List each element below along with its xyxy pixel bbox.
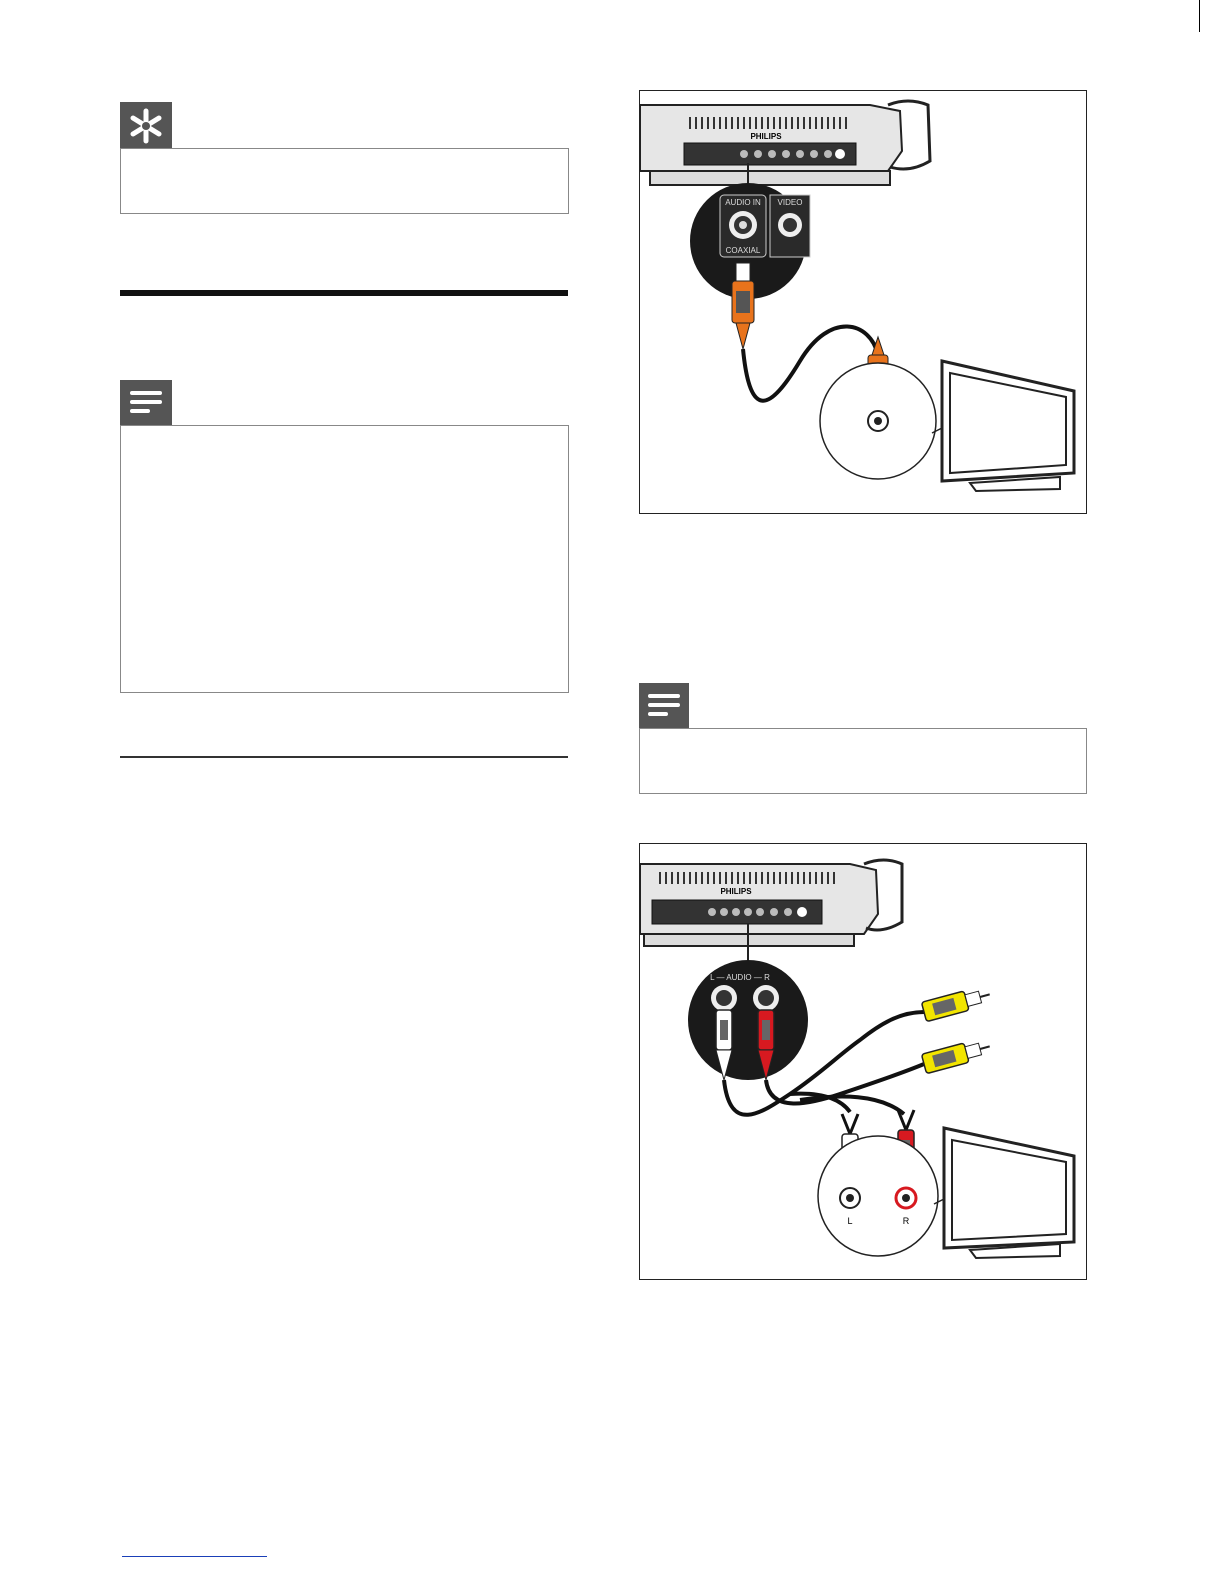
tip-box (120, 148, 569, 214)
jack-label-bottom: COAXIAL (725, 246, 761, 255)
tv-jack-left-label: L (847, 1216, 853, 1226)
note-box-right (639, 728, 1087, 794)
note-lines-icon (646, 691, 682, 721)
device-brand: PHILIPS (750, 132, 782, 141)
note-box (120, 425, 569, 693)
analog-audio-connection-figure (639, 843, 1087, 1280)
jack-label-top: AUDIO IN (725, 198, 761, 207)
coaxial-connection-figure (639, 90, 1087, 514)
asterisk-icon (127, 107, 165, 145)
crop-mark (1199, 0, 1200, 32)
subsection-rule (120, 756, 568, 758)
note-tab (120, 380, 172, 426)
tip-tab (120, 102, 172, 149)
tv-jack-right-label: R (902, 1216, 910, 1226)
audio-label: L — AUDIO — R (710, 973, 770, 982)
section-heading-rule (120, 290, 568, 296)
device-brand-2: PHILIPS (720, 887, 752, 896)
side-label: VIDEO (777, 198, 803, 207)
footer-link-underline[interactable] (122, 1556, 267, 1557)
note-tab-right (639, 683, 689, 729)
note-lines-icon (128, 388, 164, 418)
